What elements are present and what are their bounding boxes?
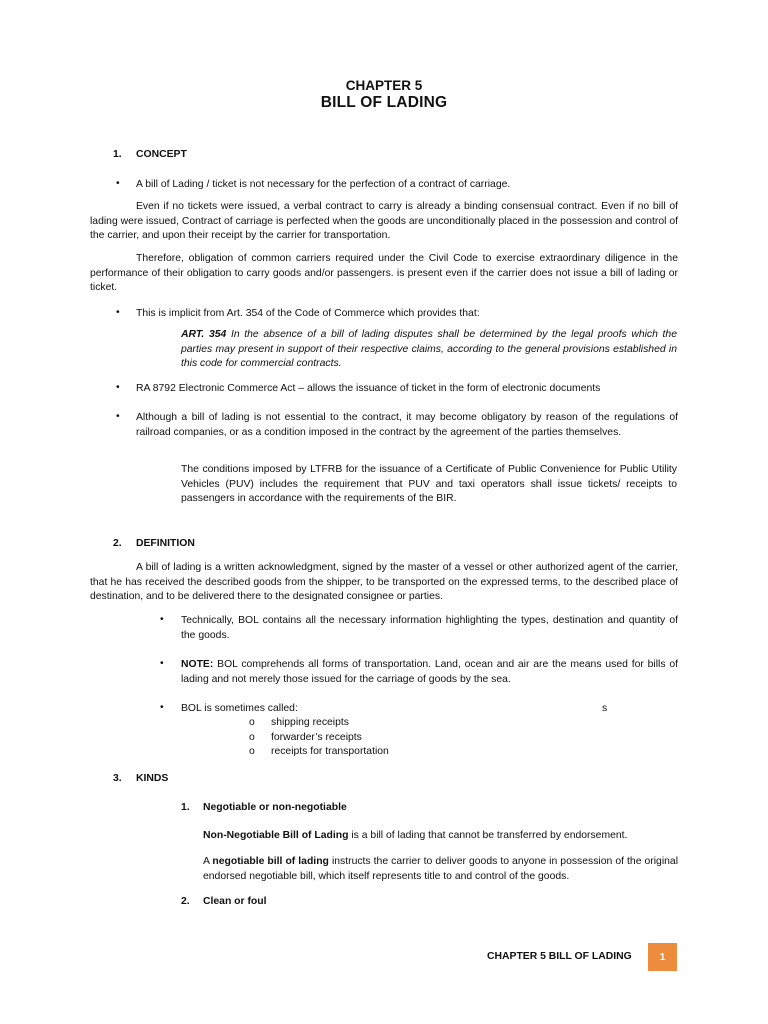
non-negotiable-text: is a bill of lading that cannot be transferred by endorsement.: [348, 830, 628, 841]
bullet-icon: •: [116, 307, 120, 318]
chapter-label: CHAPTER 5: [345, 78, 423, 93]
bullet-icon: •: [160, 702, 164, 713]
definition-paragraph: A bill of lading is a written acknowledgment, signed by the master of a vessel or other authorized agent of the carrier, that he has received the described goods from the shipper, to be transported on the expressed terms, to the described place of destination, and to be delivered there to the designated consignee or parties.: [90, 562, 678, 603]
circle-bullet-icon: o: [249, 746, 255, 757]
section-heading-definition: DEFINITION: [136, 538, 195, 549]
concept-bullet-2: This is implicit from Art. 354 of the Code of Commerce which provides that:: [136, 308, 480, 319]
negotiable-definition: [203, 855, 678, 884]
concept-bullet-3: RA 8792 Electronic Commerce Act – allows the issuance of ticket in the form of electronic documents: [136, 383, 601, 394]
bullet-icon: •: [160, 658, 164, 669]
concept-paragraph-1: Even if no tickets were issued, a verbal contract to carry is already a binding consensual contract. Even if no bill of lading were issued, Contract of carriage is perfected when the goods are unconditionally placed in the possession and control of the carrier, and upon their receipt by the carrier for transportation.: [90, 201, 679, 242]
section-number-kinds: 3.: [113, 773, 122, 784]
sub-list-item: forwarder’s receipts: [271, 732, 362, 743]
page-number-badge: [648, 943, 677, 971]
article-text: In the absence of a bill of lading disputes shall be determined by the legal proofs which the parties may present in support of their respective claims, according to the general provisions established in this code for commercial contracts.: [181, 329, 677, 370]
circle-bullet-icon: o: [249, 732, 255, 743]
concept-bullet-1: A bill of Lading / ticket is not necessary for the perfection of a contract of carriage.: [136, 179, 511, 190]
kind-number-2: 2.: [181, 896, 190, 907]
bullet-icon: •: [116, 178, 120, 189]
section-heading-kinds: KINDS: [136, 773, 169, 784]
concept-bullet-4: Although a bill of lading is not essential to the contract, it may become obligatory by reason of the regulations of railroad companies, or as a condition imposed in the contract by the agreement of the parties themselves.: [136, 412, 678, 438]
bullet-icon: •: [160, 614, 164, 625]
non-negotiable-label: Non-Negotiable Bill of Lading: [203, 830, 349, 841]
definition-bullet-3: BOL is sometimes called:: [181, 703, 298, 714]
kind-heading-1: Negotiable or non-negotiable: [203, 802, 347, 813]
article-quote: [181, 328, 677, 372]
page-title: BILL OF LADING: [320, 94, 448, 111]
footer-chapter-title: CHAPTER 5 BILL OF LADING: [487, 951, 632, 962]
article-label: ART. 354: [181, 329, 227, 340]
section-number-definition: 2.: [113, 538, 122, 549]
definition-note: [181, 658, 678, 687]
kind-number-1: 1.: [181, 802, 190, 813]
stray-character: s: [602, 703, 608, 714]
section-heading-concept: CONCEPT: [136, 149, 187, 160]
note-text: BOL comprehends all forms of transportation. Land, ocean and air are the means used for bills of lading and not merely those issued for the carriage of goods by the sea.: [181, 659, 678, 685]
non-negotiable-definition: [203, 829, 678, 844]
definition-bullet-1: Technically, BOL contains all the necessary information highlighting the types, destination and quantity of the goods.: [181, 615, 678, 641]
sub-list-item: shipping receipts: [271, 717, 349, 728]
bullet-icon: •: [116, 411, 120, 422]
concept-paragraph-2: Therefore, obligation of common carriers required under the Civil Code to exercise extraordinary diligence in the performance of their obligation to carry goods and/or passengers. is present even if the carrier does not issue a bill of lading or ticket.: [90, 253, 678, 294]
bullet-icon: •: [116, 382, 120, 393]
negotiable-text: instructs the carrier to deliver goods to anyone in possession of the original endorsed negotiable bill, which itself represents title to and control of the goods.: [203, 856, 679, 882]
note-label: NOTE:: [181, 659, 214, 670]
page-number: 1: [659, 951, 666, 963]
sub-list-item: receipts for transportation: [271, 746, 389, 757]
section-number-concept: 1.: [113, 149, 122, 160]
negotiable-prefix: A: [203, 856, 213, 867]
kind-heading-2: Clean or foul: [203, 896, 267, 907]
circle-bullet-icon: o: [249, 717, 255, 728]
concept-paragraph-3: The conditions imposed by LTFRB for the issuance of a Certificate of Public Convenience for Public Utility Vehicles (PUV) includes the requirement that PUV and taxi operators shall issue tickets/ receipts to passengers in accordance with the requirements of the BIR.: [181, 464, 677, 505]
negotiable-label: negotiable bill of lading: [212, 856, 329, 867]
